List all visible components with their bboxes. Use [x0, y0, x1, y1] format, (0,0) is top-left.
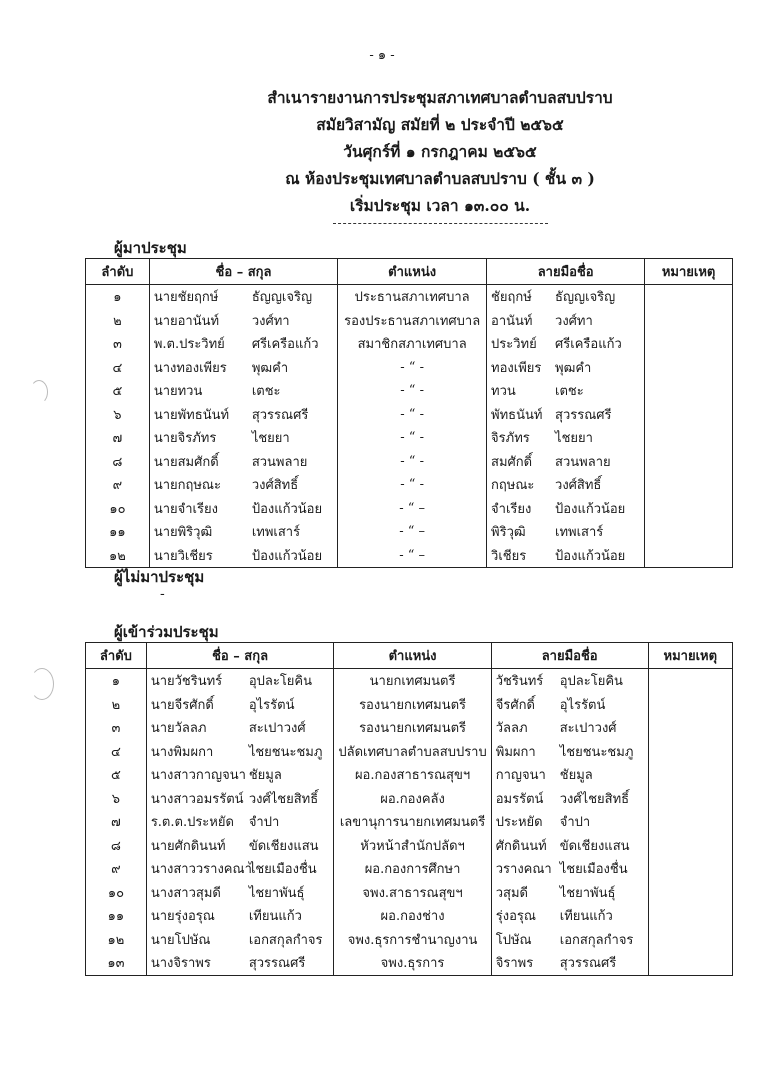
signature-first: กฤษณะ	[491, 478, 535, 494]
col-name: ชื่อ – สกุล	[149, 259, 337, 285]
member-name	[146, 857, 334, 881]
header-date: วันศุกร์ที่ ๑ กรกฎาคม ๒๕๖๕	[343, 142, 537, 161]
col-remark: หมายเหตุ	[648, 643, 732, 669]
table-row	[86, 740, 733, 764]
signature-first: ศักดินนท์	[495, 838, 547, 854]
col-name: ชื่อ – สกุล	[146, 643, 334, 669]
row-number: ๙	[86, 473, 150, 497]
first-name: นายวิเชียร	[153, 548, 213, 564]
signature-cell	[487, 426, 645, 450]
table-row	[86, 904, 733, 928]
signature-cell	[491, 904, 648, 928]
signature-cell	[491, 951, 648, 975]
col-signature: ลายมือชื่อ	[487, 259, 645, 285]
row-number: ๓	[86, 716, 147, 740]
first-name: นางจิราพร	[150, 956, 211, 972]
participants-title: ผู้เข้าร่วมประชุม	[114, 623, 219, 641]
member-name	[149, 403, 337, 427]
signature-first: ทวน	[491, 384, 516, 400]
page-number: - ๑ -	[369, 48, 395, 63]
signature-first: อานันท์	[491, 313, 533, 329]
last-name: ไชยยา	[251, 431, 290, 447]
last-name: เตชะ	[251, 384, 281, 400]
remark-cell	[645, 285, 733, 309]
member-position: รองนายกเทศมนตรี	[334, 693, 491, 717]
last-name: เอกสกุลกำจร	[248, 932, 323, 948]
member-name	[146, 716, 334, 740]
member-position: - “ -	[338, 450, 487, 474]
signature-first: กาญจนา	[495, 768, 546, 784]
signature-last: ธัญญเจริญ	[555, 290, 616, 306]
signature-first: รุ่งอรุณ	[495, 909, 536, 925]
signature-last: สวนพลาย	[555, 454, 611, 470]
last-name: วงศ์สิทธิ์	[251, 478, 299, 494]
remark-cell	[648, 763, 732, 787]
signature-first: ชัยฤกษ์	[491, 290, 532, 306]
col-remark: หมายเหตุ	[645, 259, 733, 285]
remark-cell	[645, 450, 733, 474]
row-number: ๕	[86, 763, 147, 787]
remark-cell	[648, 810, 732, 834]
signature-cell	[487, 403, 645, 427]
signature-cell	[491, 763, 648, 787]
member-name	[146, 810, 334, 834]
member-name	[146, 740, 334, 764]
signature-cell	[487, 497, 645, 521]
signature-last: เทียนแก้ว	[559, 909, 613, 925]
row-number: ๕	[86, 379, 150, 403]
table-row	[86, 309, 733, 333]
col-no: ลำดับ	[86, 259, 150, 285]
header-start-time: เริ่มประชุม เวลา ๑๓.๐๐ น.	[349, 196, 531, 215]
member-position: สมาชิกสภาเทศบาล	[338, 332, 487, 356]
member-position: ผอ.กองสาธารณสุขฯ	[334, 763, 491, 787]
member-name	[146, 763, 334, 787]
row-number: ๙	[86, 857, 147, 881]
last-name: เทียนแก้ว	[248, 909, 302, 925]
row-number: ๘	[86, 450, 150, 474]
member-name	[146, 904, 334, 928]
member-position: - “ –	[338, 520, 487, 544]
signature-last: เตชะ	[555, 384, 584, 400]
signature-last: วงศ์สิทธิ์	[555, 478, 602, 494]
signature-cell	[487, 450, 645, 474]
row-number: ๒	[86, 309, 150, 333]
member-name	[149, 426, 337, 450]
remark-cell	[645, 403, 733, 427]
last-name: ไชยเมืองชื่น	[248, 862, 317, 878]
member-position: - “ –	[338, 497, 487, 521]
last-name: ธัญญเจริญ	[251, 290, 313, 306]
remark-cell	[648, 857, 732, 881]
first-name: นายพิริวุฒิ	[153, 525, 213, 541]
header-divider	[333, 223, 548, 224]
row-number: ๑	[86, 669, 147, 693]
member-position: จพง.สาธารณสุขฯ	[334, 881, 491, 905]
header-session: สมัยวิสามัญ สมัยที่ ๒ ประจำปี ๒๕๖๕	[316, 115, 564, 134]
punch-hole-mark	[30, 380, 48, 404]
member-position: จพง.ธุรการชำนาญงาน	[334, 928, 491, 952]
signature-cell	[491, 740, 648, 764]
table-row	[86, 450, 733, 474]
remark-cell	[648, 693, 732, 717]
member-position: นายกเทศมนตรี	[334, 669, 491, 693]
signature-last: ชัยมูล	[559, 768, 593, 784]
member-name	[146, 834, 334, 858]
first-name: นายจีรศักดิ์	[150, 697, 214, 713]
signature-last: ศรีเครือแก้ว	[555, 337, 622, 353]
member-position: - “ -	[338, 403, 487, 427]
signature-cell	[491, 928, 648, 952]
signature-cell	[487, 379, 645, 403]
signature-last: วงศ์ทา	[555, 313, 593, 329]
signature-cell	[487, 473, 645, 497]
first-name: นางสาวอมรรัตน์	[150, 791, 244, 807]
signature-cell	[487, 285, 645, 309]
signature-first: พิริวุฒิ	[491, 525, 526, 541]
last-name: วงศ์ทา	[251, 313, 290, 329]
signature-cell	[491, 834, 648, 858]
remark-cell	[645, 497, 733, 521]
member-name	[146, 928, 334, 952]
first-name: นายวัลลภ	[150, 721, 207, 737]
first-name: นายศักดินนท์	[150, 838, 226, 854]
last-name: จำปา	[248, 815, 280, 831]
remark-cell	[648, 904, 732, 928]
remark-cell	[645, 356, 733, 380]
row-number: ๑๑	[86, 520, 150, 544]
attendees-table	[85, 258, 733, 568]
remark-cell	[648, 951, 732, 975]
last-name: ป้องแก้วน้อย	[251, 548, 323, 564]
signature-cell	[491, 716, 648, 740]
row-number: ๑๓	[86, 951, 147, 975]
last-name: สะเปาวงศ์	[248, 721, 306, 737]
signature-first: พัทธนันท์	[491, 407, 543, 423]
signature-first: โปษัณ	[495, 932, 532, 948]
last-name: เทพเสาร์	[251, 525, 301, 541]
first-name: นางพิมผกา	[150, 744, 214, 760]
row-number: ๗	[86, 426, 150, 450]
remark-cell	[645, 379, 733, 403]
first-name: นางสาวกาญจนา	[150, 768, 246, 784]
first-name: นายรุ่งอรุณ	[150, 909, 215, 925]
member-position: - “ –	[338, 544, 487, 568]
member-position: ผอ.กองการศึกษา	[334, 857, 491, 881]
member-position: ผอ.กองช่าง	[334, 904, 491, 928]
absentees-title: ผู้ไม่มาประชุม	[114, 568, 205, 586]
table-header-row	[86, 643, 733, 669]
remark-cell	[648, 787, 732, 811]
signature-cell	[491, 857, 648, 881]
member-position: - “ -	[338, 473, 487, 497]
member-name	[149, 544, 337, 568]
member-name	[146, 787, 334, 811]
last-name: สุวรรณศรี	[251, 407, 309, 423]
signature-first: สมศักดิ์	[491, 454, 533, 470]
participants-table	[85, 642, 733, 976]
signature-last: ไชยาพันธุ์	[559, 885, 616, 901]
signature-last: สุวรรณศรี	[555, 407, 612, 423]
document-header	[250, 84, 630, 224]
signature-cell	[487, 520, 645, 544]
table-row	[86, 497, 733, 521]
member-position: จพง.ธุรการ	[334, 951, 491, 975]
signature-last: ขัดเชียงแสน	[559, 838, 630, 854]
col-position: ตำแหน่ง	[338, 259, 487, 285]
signature-first: จำเรียง	[491, 501, 532, 517]
signature-last: อุไรรัตน์	[559, 697, 606, 713]
table-row	[86, 356, 733, 380]
last-name: อุไรรัตน์	[248, 697, 295, 713]
absentees-value: -	[160, 586, 165, 602]
signature-first: วรางคณา	[495, 862, 552, 878]
member-position: - “ -	[338, 356, 487, 380]
table-row	[86, 763, 733, 787]
signature-last: จำปา	[559, 815, 591, 831]
signature-cell	[487, 544, 645, 568]
row-number: ๓	[86, 332, 150, 356]
row-number: ๑๑	[86, 904, 147, 928]
member-name	[146, 669, 334, 693]
table-row	[86, 951, 733, 975]
table-row	[86, 857, 733, 881]
punch-hole-mark	[30, 668, 54, 700]
member-name	[149, 332, 337, 356]
first-name: นายจำเรียง	[153, 501, 218, 517]
remark-cell	[645, 332, 733, 356]
signature-first: จีรศักดิ์	[495, 697, 535, 713]
member-position: รองประธานสภาเทศบาล	[338, 309, 487, 333]
member-name	[146, 881, 334, 905]
row-number: ๗	[86, 810, 147, 834]
member-position: ผอ.กองคลัง	[334, 787, 491, 811]
signature-first: วัลลภ	[495, 721, 528, 737]
signature-cell	[491, 810, 648, 834]
remark-cell	[645, 520, 733, 544]
header-venue: ณ ห้องประชุมเทศบาลตำบลสบปราบ ( ชั้น ๓ )	[285, 169, 595, 188]
member-name	[146, 693, 334, 717]
signature-first: พิมผกา	[495, 744, 536, 760]
table-row	[86, 332, 733, 356]
first-name: นางทองเพียร	[153, 360, 227, 376]
first-name: นางสาววรางคณา	[150, 862, 252, 878]
table-row	[86, 544, 733, 568]
last-name: อุปละโยคิน	[248, 674, 313, 690]
signature-last: ป้องแก้วน้อย	[555, 548, 626, 564]
remark-cell	[648, 740, 732, 764]
row-number: ๖	[86, 787, 147, 811]
signature-first: ทองเพียร	[491, 360, 542, 376]
remark-cell	[648, 834, 732, 858]
remark-cell	[645, 473, 733, 497]
member-name	[149, 285, 337, 309]
first-name: นายสมศักดิ์	[153, 454, 219, 470]
last-name: สวนพลาย	[251, 454, 308, 470]
table-row	[86, 716, 733, 740]
signature-first: ประวิทย์	[491, 337, 537, 353]
member-name	[149, 379, 337, 403]
table-row	[86, 928, 733, 952]
table-row	[86, 379, 733, 403]
col-signature: ลายมือชื่อ	[491, 643, 648, 669]
signature-last: พุฒคำ	[555, 360, 592, 376]
row-number: ๒	[86, 693, 147, 717]
table-row	[86, 810, 733, 834]
table-row	[86, 787, 733, 811]
remark-cell	[645, 544, 733, 568]
signature-last: ไชยยา	[555, 431, 593, 447]
table-header-row	[86, 259, 733, 285]
signature-last: เทพเสาร์	[555, 525, 604, 541]
member-name	[149, 497, 337, 521]
signature-first: วิเชียร	[491, 548, 527, 564]
signature-first: อมรรัตน์	[495, 791, 544, 807]
table-row	[86, 473, 733, 497]
signature-last: อุปละโยคิน	[559, 674, 623, 690]
remark-cell	[648, 716, 732, 740]
member-name	[149, 309, 337, 333]
first-name: นายจิรภัทร	[153, 431, 217, 447]
last-name: พุฒคำ	[251, 360, 289, 376]
signature-first: จิราพร	[495, 956, 534, 972]
first-name: นายทวน	[153, 384, 203, 400]
row-number: ๔	[86, 740, 147, 764]
row-number: ๘	[86, 834, 147, 858]
first-name: นายชัยฤกษ์	[153, 290, 219, 306]
member-name	[146, 951, 334, 975]
table-row	[86, 285, 733, 309]
row-number: ๔	[86, 356, 150, 380]
first-name: นายอานันท์	[153, 313, 220, 329]
signature-first: วัชรินทร์	[495, 674, 544, 690]
member-name	[149, 356, 337, 380]
last-name: ชัยมูล	[248, 768, 282, 784]
member-name	[149, 473, 337, 497]
signature-cell	[491, 881, 648, 905]
signature-cell	[491, 669, 648, 693]
col-no: ลำดับ	[86, 643, 147, 669]
row-number: ๑๐	[86, 497, 150, 521]
signature-last: ไชยชนะชมภู	[559, 744, 634, 760]
member-position: เลขานุการนายกเทศมนตรี	[334, 810, 491, 834]
remark-cell	[645, 426, 733, 450]
first-name: ร.ต.ต.ประหยัด	[150, 815, 234, 831]
last-name: สุวรรณศรี	[248, 956, 306, 972]
member-name	[149, 520, 337, 544]
signature-last: สุวรรณศรี	[559, 956, 617, 972]
row-number: ๑	[86, 285, 150, 309]
signature-cell	[487, 332, 645, 356]
signature-cell	[487, 356, 645, 380]
last-name: ป้องแก้วน้อย	[251, 501, 323, 517]
remark-cell	[648, 881, 732, 905]
remark-cell	[648, 928, 732, 952]
table-row	[86, 693, 733, 717]
first-name: นายโปษัณ	[150, 932, 211, 948]
member-position: ปลัดเทศบาลตำบลสบปราบ	[334, 740, 491, 764]
signature-last: ป้องแก้วน้อย	[555, 501, 626, 517]
table-row	[86, 426, 733, 450]
row-number: ๖	[86, 403, 150, 427]
member-position: ประธานสภาเทศบาล	[338, 285, 487, 309]
member-position: - “ -	[338, 379, 487, 403]
last-name: วงศ์ไชยสิทธิ์	[248, 791, 319, 807]
signature-last: สะเปาวงศ์	[559, 721, 617, 737]
remark-cell	[648, 669, 732, 693]
table-row	[86, 403, 733, 427]
first-name: นายกฤษณะ	[153, 478, 221, 494]
header-title: สำเนารายงานการประชุมสภาเทศบาลตำบลสบปราบ	[267, 88, 613, 107]
signature-first: ประหยัด	[495, 815, 543, 831]
signature-last: ไชยเมืองชื่น	[559, 862, 628, 878]
table-row	[86, 520, 733, 544]
member-name	[149, 450, 337, 474]
last-name: ไชยชนะชมภู	[248, 744, 323, 760]
table-row	[86, 834, 733, 858]
last-name: ขัดเชียงแสน	[248, 838, 319, 854]
table-row	[86, 669, 733, 693]
col-position: ตำแหน่ง	[334, 643, 491, 669]
first-name: นายพัทธนันท์	[153, 407, 230, 423]
table-row	[86, 881, 733, 905]
first-name: พ.ต.ประวิทย์	[153, 337, 225, 353]
signature-first: จิรภัทร	[491, 431, 530, 447]
attendees-title: ผู้มาประชุม	[114, 239, 187, 257]
row-number: ๑๐	[86, 881, 147, 905]
signature-first: วสุมดี	[495, 885, 528, 901]
remark-cell	[645, 309, 733, 333]
member-position: - “ -	[338, 426, 487, 450]
signature-cell	[491, 787, 648, 811]
member-position: หัวหน้าสำนักปลัดฯ	[334, 834, 491, 858]
signature-last: เอกสกุลกำจร	[559, 932, 634, 948]
signature-cell	[491, 693, 648, 717]
member-position: รองนายกเทศมนตรี	[334, 716, 491, 740]
signature-last: วงศ์ไชยสิทธิ์	[559, 791, 630, 807]
signature-cell	[487, 309, 645, 333]
first-name: นายวัชรินทร์	[150, 674, 223, 690]
last-name: ศรีเครือแก้ว	[251, 337, 319, 353]
first-name: นางสาวสุมดี	[150, 885, 221, 901]
row-number: ๑๒	[86, 544, 150, 568]
row-number: ๑๒	[86, 928, 147, 952]
last-name: ไชยาพันธุ์	[248, 885, 305, 901]
